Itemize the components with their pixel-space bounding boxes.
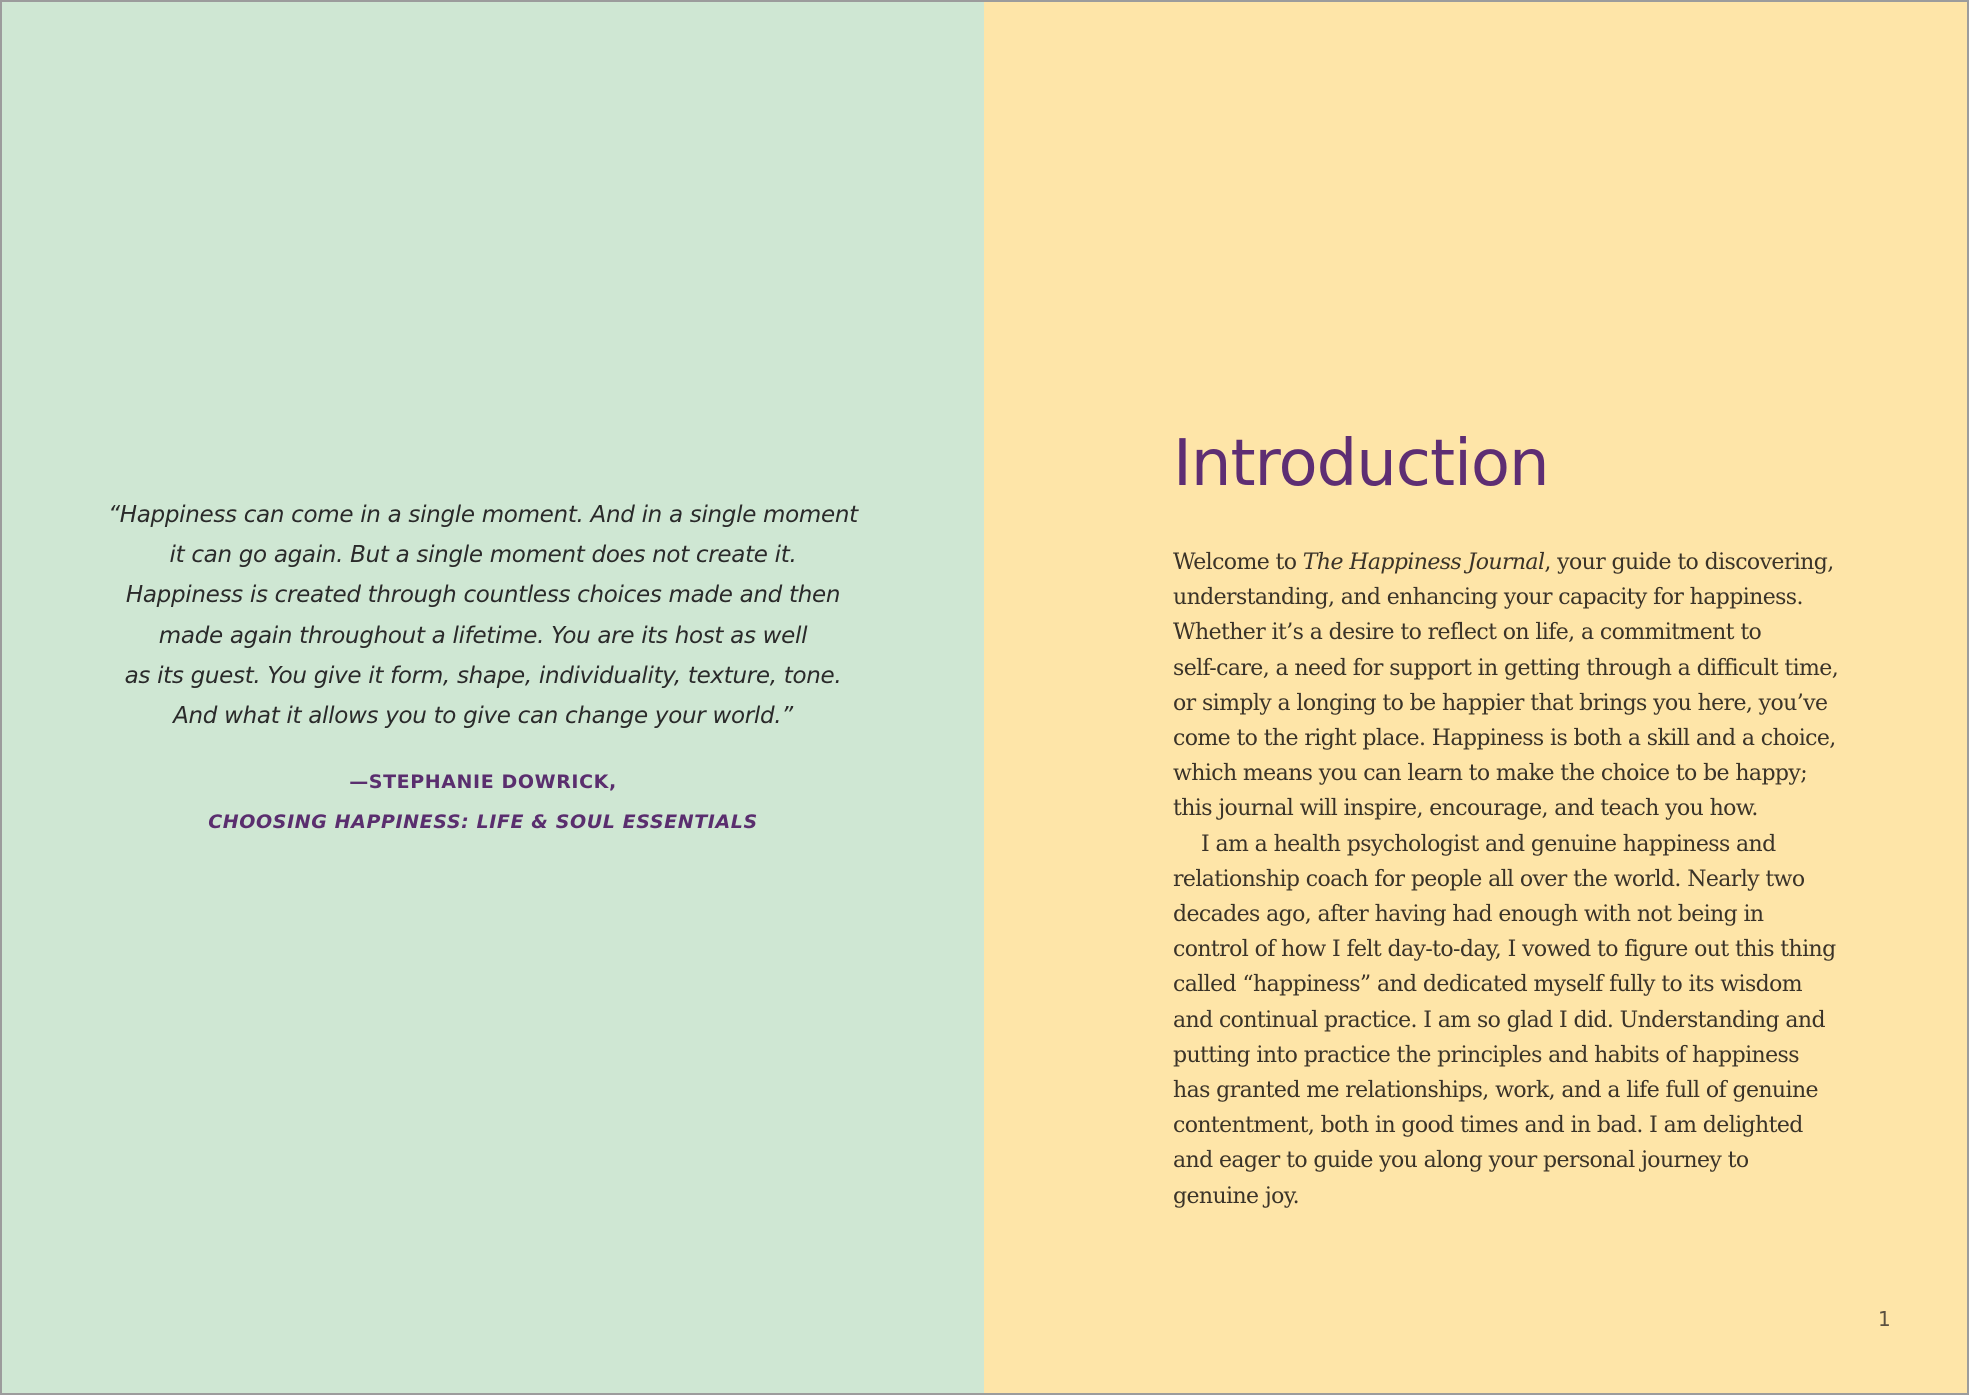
body-line: genuine joy. [1173, 1183, 1300, 1209]
quote-line: it can go again. But a single moment does not create it. [169, 542, 797, 569]
body-text-span: , your guide to discovering, [1544, 550, 1834, 575]
body-line: putting into practice the principles and habits of happiness [1173, 1042, 1799, 1068]
quote-line: made again throughout a lifetime. You are its host as well [158, 622, 808, 649]
body-line: called “happiness” and dedicated myself fully to its wisdom [1173, 972, 1803, 998]
body-line: and continual practice. I am so glad I did. Understanding and [1173, 1007, 1825, 1033]
quote-line: Happiness is created through countless choices made and then [125, 582, 841, 609]
attribution-author: —STEPHANIE DOWRICK, [349, 771, 617, 793]
body-line: Whether it’s a desire to reflect on life, a commitment to [1173, 620, 1762, 646]
introduction-body [1173, 545, 1893, 1214]
body-line: decades ago, after having had enough with not being in [1173, 902, 1764, 928]
body-line: I am a health psychologist and genuine happiness and [1201, 831, 1776, 857]
page-number: 1 [1878, 1307, 1891, 1331]
epigraph-quote [2, 495, 964, 736]
quote-line: And what it allows you to give can change your world.” [173, 703, 793, 730]
book-title-italic: The Happiness Journal [1302, 550, 1545, 575]
body-line [1173, 545, 1893, 580]
body-line: understanding, and enhancing your capacity for happiness. [1173, 585, 1803, 611]
quote-line: as its guest. You give it form, shape, individuality, texture, tone. [124, 662, 842, 689]
body-line: contentment, both in good times and in bad. I am delighted [1173, 1113, 1803, 1139]
body-line: come to the right place. Happiness is both a skill and a choice, [1173, 726, 1836, 752]
body-line: has granted me relationships, work, and a life full of genuine [1173, 1078, 1818, 1104]
body-text-span: Welcome to [1173, 550, 1303, 575]
body-line: control of how I felt day-to-day, I vowed to figure out this thing [1173, 937, 1836, 963]
chapter-title: Introduction [1173, 427, 1549, 501]
quote-attribution [2, 762, 964, 842]
attribution-work-title: CHOOSING HAPPINESS: LIFE & SOUL ESSENTIALS [208, 811, 758, 833]
body-line: which means you can learn to make the choice to be happy; [1173, 761, 1808, 787]
body-line: relationship coach for people all over the world. Nearly two [1173, 866, 1805, 892]
body-line: self-care, a need for support in getting through a difficult time, [1173, 655, 1839, 681]
left-page [2, 2, 984, 1393]
quote-line: “Happiness can come in a single moment. And in a single moment [108, 502, 858, 528]
body-line: and eager to guide you along your personal journey to [1173, 1148, 1749, 1174]
body-line: or simply a longing to be happier that brings you here, you’ve [1173, 690, 1828, 716]
right-page [984, 2, 1967, 1393]
body-line: this journal will inspire, encourage, and teach you how. [1173, 796, 1758, 822]
